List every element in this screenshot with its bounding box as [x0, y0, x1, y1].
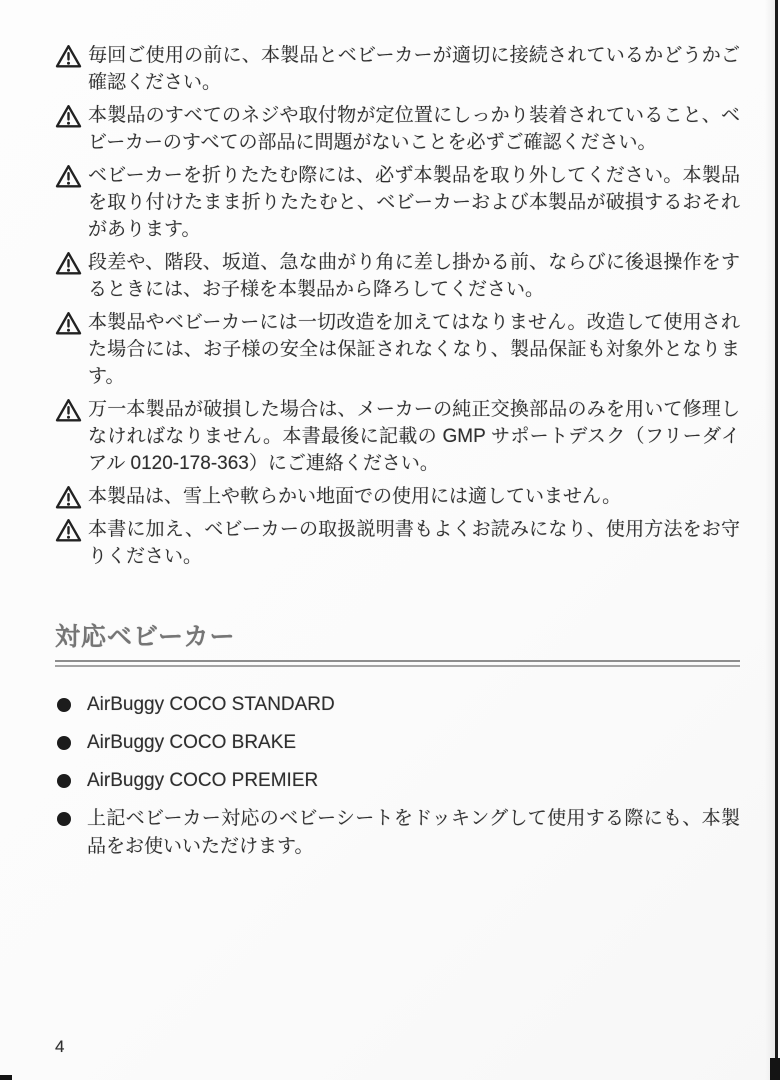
stroller-list	[55, 691, 740, 861]
page-content	[55, 42, 740, 871]
list-item-text: AirBuggy COCO STANDARD	[87, 694, 335, 715]
warning-text: 段差や、階段、坂道、急な曲がり角に差し掛かる前、ならびに後退操作をするときには、お子様を本製品から降ろしてください。	[88, 252, 740, 300]
compatible-strollers-section	[55, 622, 740, 861]
warning-triangle-icon	[55, 483, 88, 510]
bullet-icon	[57, 736, 71, 750]
warning-item	[55, 516, 740, 570]
warning-triangle-icon	[55, 42, 88, 69]
warning-triangle-icon	[55, 162, 88, 189]
section-divider	[55, 660, 740, 667]
bullet-icon	[57, 812, 71, 826]
warning-text: 万一本製品が破損した場合は、メーカーの純正交換部品のみを用いて修理しなければなりません。本書最後に記載の GMP サポートデスク（フリーダイアル 0120-178-363）にご連絡ください。	[88, 399, 740, 474]
warning-item	[55, 396, 740, 477]
list-item	[55, 691, 740, 719]
warning-text: 毎回ご使用の前に、本製品とベビーカーが適切に接続されているかどうかご確認ください。	[88, 45, 740, 93]
bullet-icon	[57, 774, 71, 788]
warning-item	[55, 102, 740, 156]
warning-item	[55, 249, 740, 303]
photo-edge-corner	[0, 1075, 12, 1080]
list-item	[55, 767, 740, 795]
photo-edge-line	[775, 0, 778, 1080]
list-item-text: AirBuggy COCO BRAKE	[87, 732, 297, 753]
page-number: 4	[55, 1037, 65, 1056]
photo-edge-shadow	[765, 0, 775, 1080]
warning-text: 本書に加え、ベビーカーの取扱説明書もよくお読みになり、使用方法をお守りください。	[88, 519, 740, 567]
warning-text: 本製品は、雪上や軟らかい地面での使用には適していません。	[88, 486, 622, 507]
warning-item	[55, 309, 740, 390]
warning-triangle-icon	[55, 102, 88, 129]
warning-text: ベビーカーを折りたたむ際には、必ず本製品を取り外してください。本製品を取り付けたまま折りたたむと、ベビーカーおよび本製品が破損するおそれがあります。	[88, 165, 740, 240]
warning-item	[55, 483, 740, 510]
warning-item	[55, 162, 740, 243]
warning-triangle-icon	[55, 396, 88, 423]
list-item	[55, 729, 740, 757]
section-title: 対応ベビーカー	[55, 623, 236, 651]
photo-edge-corner	[770, 1058, 780, 1080]
warning-triangle-icon	[55, 516, 88, 543]
list-item-text: AirBuggy COCO PREMIER	[87, 770, 319, 791]
warning-item	[55, 42, 740, 96]
list-item	[55, 805, 740, 861]
warning-triangle-icon	[55, 249, 88, 276]
warning-text: 本製品のすべてのネジや取付物が定位置にしっかり装着されていること、ベビーカーのすべての部品に問題がないことを必ずご確認ください。	[88, 105, 740, 153]
bullet-icon	[57, 698, 71, 712]
list-item-text: 上記ベビーカー対応のベビーシートをドッキングして使用する際にも、本製品をお使いいただけます。	[87, 808, 740, 857]
warning-text: 本製品やベビーカーには一切改造を加えてはなりません。改造して使用された場合には、お子様の安全は保証されなくなり、製品保証も対象外となります。	[88, 312, 740, 387]
warning-triangle-icon	[55, 309, 88, 336]
